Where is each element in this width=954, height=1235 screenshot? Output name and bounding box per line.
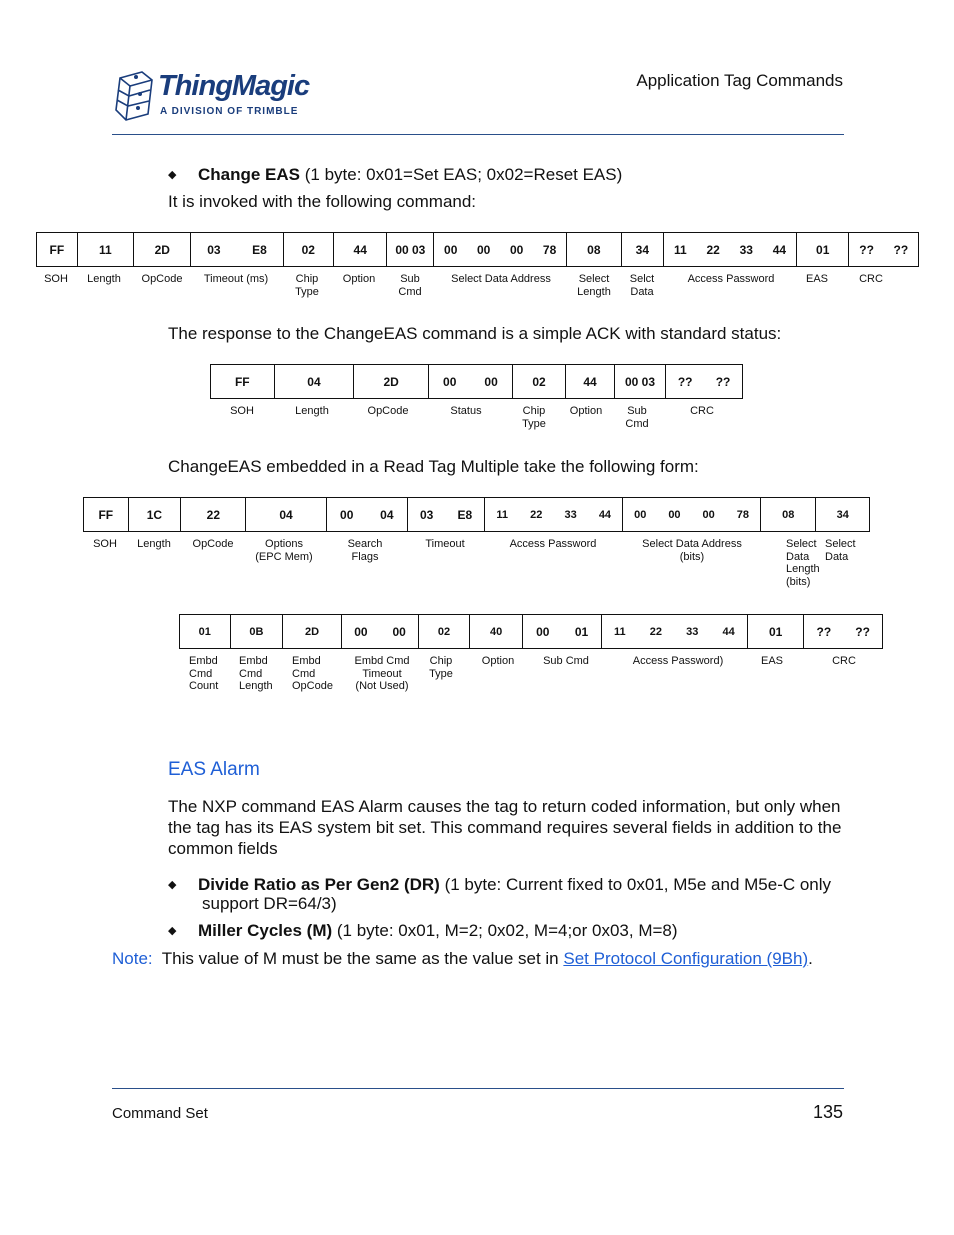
page-number: 135 [812, 1102, 843, 1122]
table-cell [485, 498, 623, 532]
table-caption: Access Password [509, 538, 597, 550]
caption-line: Cmd [292, 667, 316, 680]
table-caption: OpCode [141, 273, 183, 285]
table-caption: SOH [93, 538, 117, 550]
bullet-title: Change EAS [198, 165, 301, 184]
cell-byte: 00 [536, 624, 550, 639]
running-head: Application Tag Commands [636, 71, 843, 90]
cell-byte: 44 [722, 625, 735, 638]
change-eas-bullet [198, 164, 622, 185]
cell-byte: 00 [702, 508, 715, 521]
caption-line: Cmd [239, 667, 263, 680]
cell-byte: 33 [739, 242, 753, 257]
note-label: Note: [112, 949, 153, 968]
table-caption: Access Password [687, 273, 775, 285]
table-cell [601, 615, 747, 649]
table-caption [577, 273, 611, 298]
cell-byte: 03 [207, 242, 221, 257]
caption-line: Count [189, 680, 219, 692]
table-cell: 22 [181, 498, 246, 532]
eas-alarm-heading: EAS Alarm [168, 759, 260, 780]
table-caption [429, 655, 453, 680]
caption-line: Chip [522, 405, 546, 417]
table-cell [434, 233, 567, 267]
cell-byte: 22 [649, 625, 662, 638]
caption-line: Length [239, 680, 273, 692]
table-caption: OpCode [367, 405, 409, 417]
table-cell: 2D [283, 615, 342, 649]
table-caption: Option [569, 405, 603, 417]
table-caption: EAS [760, 655, 784, 667]
table-caption: Status [450, 405, 482, 417]
table-caption: Length [87, 273, 121, 285]
caption-line: Embd Cmd [354, 655, 410, 667]
cell-byte: 00 [668, 508, 681, 521]
table-cell: 01 [747, 615, 804, 649]
table-cell [623, 498, 761, 532]
table-cell: 04 [274, 365, 354, 399]
caption-line: (EPC Mem) [255, 550, 313, 563]
table-cell: 11 [77, 233, 133, 267]
table-caption [255, 538, 312, 563]
cell-byte: 78 [736, 508, 749, 521]
cell-byte: 00 [354, 624, 368, 639]
table-cell [341, 615, 418, 649]
cell-byte: 11 [674, 242, 687, 257]
embedded-text: ChangeEAS embedded in a Read Tag Multiple take the following form: [168, 457, 699, 476]
bullet-continuation: support DR=64/3) [202, 894, 337, 913]
table-caption: CRC [690, 405, 714, 417]
table-cell [326, 498, 407, 532]
table-caption: Sub Cmd [543, 655, 589, 667]
cell-byte: 04 [380, 507, 394, 522]
table-cell: FF [37, 233, 78, 267]
note [112, 948, 813, 969]
table-cell: 08 [761, 498, 816, 532]
cell-byte: ?? [715, 374, 731, 389]
cell-byte: 00 [340, 507, 354, 522]
table-cell: 00 03 [387, 233, 434, 267]
cell-byte: 22 [530, 508, 543, 521]
cell-byte: 00 [484, 374, 498, 389]
caption-line: Chip [295, 273, 319, 285]
caption-line: Type [522, 417, 546, 430]
table-cell: FF [84, 498, 129, 532]
caption-line: Cmd [625, 417, 649, 430]
caption-line: Select [578, 273, 610, 285]
table-cell: 02 [419, 615, 470, 649]
table-caption [825, 538, 856, 563]
table-cell [666, 365, 743, 399]
table-cell [664, 233, 797, 267]
table-cell: 0B [230, 615, 283, 649]
caption-line: Timeout [362, 667, 402, 680]
thingmagic-logo-icon [112, 68, 156, 122]
invoked-text: It is invoked with the following command: [168, 192, 477, 211]
table-cell: 01 [180, 615, 231, 649]
table-cell: 34 [816, 498, 870, 532]
table-caption [295, 273, 319, 298]
table-cell [523, 615, 601, 649]
table-cell [191, 233, 283, 267]
caption-line: Length [786, 563, 820, 575]
cell-byte: ?? [677, 374, 693, 389]
cell-byte: 11 [613, 625, 626, 638]
cell-byte: 00 [476, 242, 491, 257]
bullet-text: (1 byte: Current fixed to 0x01, M5e and M5e-C only [439, 875, 832, 894]
caption-line: Select [825, 538, 856, 550]
divide-ratio-bullet [198, 874, 831, 895]
table-caption: Option [481, 655, 515, 667]
table-caption: OpCode [192, 538, 234, 550]
bullet-title: Divide Ratio as Per Gen2 (DR) [198, 875, 440, 894]
table-cell: 02 [283, 233, 333, 267]
caption-line: (Not Used) [355, 680, 409, 692]
footer-section: Command Set [112, 1105, 208, 1122]
table-caption [292, 655, 333, 693]
table-cell: FF [211, 365, 275, 399]
table-caption: CRC [832, 655, 856, 667]
cell-byte: 00 [509, 242, 524, 257]
response-table [210, 364, 743, 399]
caption-line: Options [265, 538, 303, 550]
table-caption: Option [342, 273, 376, 285]
table-caption: Select Data Address [451, 273, 551, 285]
table-cell: 44 [566, 365, 614, 399]
caption-line: OpCode [292, 680, 333, 692]
caption-line: Type [429, 667, 453, 680]
caption-line: (bits) [679, 550, 705, 563]
cell-byte: 00 [443, 374, 457, 389]
note-end: . [808, 949, 813, 968]
caption-line: Selct [629, 273, 655, 285]
caption-line: Embd [292, 655, 321, 667]
cell-byte: 22 [706, 242, 720, 257]
cell-byte: 33 [686, 625, 699, 638]
table-cell [407, 498, 484, 532]
table-caption [786, 538, 820, 588]
table-caption: Timeout (ms) [203, 273, 269, 285]
table-caption: EAS [805, 273, 829, 285]
logo-tagline: A DIVISION OF TRIMBLE [160, 106, 299, 117]
table-cell: 2D [134, 233, 191, 267]
cell-byte: 11 [496, 508, 508, 521]
table-cell [429, 365, 513, 399]
caption-line: Search [347, 538, 383, 550]
miller-cycles-bullet [198, 920, 678, 941]
table-cell: 08 [567, 233, 621, 267]
table-cell: 1C [128, 498, 181, 532]
table-cell: 01 [797, 233, 849, 267]
paragraph-line: common fields [168, 839, 278, 858]
cell-byte: ?? [859, 242, 874, 257]
caption-line: Data [825, 550, 849, 563]
caption-line: Cmd [398, 285, 422, 298]
table-cell: 34 [621, 233, 664, 267]
table-caption: Access Password) [632, 655, 724, 667]
caption-line: Sub [627, 405, 647, 417]
set-protocol-config-link[interactable]: Set Protocol Configuration (9Bh) [563, 949, 809, 968]
table-caption: SOH [44, 273, 68, 285]
table-caption [398, 273, 421, 298]
caption-line: (bits) [786, 575, 811, 588]
table-caption [348, 538, 383, 563]
cell-byte: 03 [420, 507, 434, 522]
table-caption [239, 655, 273, 693]
caption-line: Chip [429, 655, 453, 667]
caption-line: Cmd [189, 667, 213, 680]
caption-line: Embd [189, 655, 218, 667]
table-cell: 44 [334, 233, 387, 267]
header-rule [112, 134, 844, 135]
embedded-table-part1 [83, 497, 870, 532]
table-caption: Length [295, 405, 329, 417]
caption-line: Flags [351, 550, 379, 563]
change-eas-command-table [36, 232, 919, 267]
caption-line: Data [630, 285, 654, 298]
cell-byte: ?? [855, 624, 870, 639]
cell-byte: 78 [542, 242, 557, 257]
table-caption [189, 655, 218, 693]
table-caption [354, 655, 409, 693]
table-cell: 00 03 [614, 365, 665, 399]
cell-byte: 00 [634, 508, 647, 521]
caption-line: Type [295, 285, 319, 298]
cell-byte: E8 [252, 242, 267, 257]
paragraph-line: The NXP command EAS Alarm causes the tag to return coded information, but only when [168, 797, 841, 816]
diamond-bullet-icon: ◆ [168, 879, 177, 891]
caption-line: Length [577, 285, 611, 298]
caption-line: Sub [400, 273, 420, 285]
footer-rule [112, 1088, 844, 1089]
cell-byte: E8 [457, 507, 473, 522]
table-caption: Timeout [425, 538, 465, 550]
logo-wordmark: ThingMagic [158, 70, 310, 102]
caption-line: Data [786, 550, 810, 563]
eas-alarm-paragraph [168, 796, 841, 859]
cell-byte: ?? [816, 624, 832, 639]
table-cell: 40 [469, 615, 523, 649]
table-caption [522, 405, 546, 430]
diamond-bullet-icon: ◆ [168, 925, 177, 937]
table-caption: SOH [230, 405, 254, 417]
table-caption [625, 405, 648, 430]
table-cell [849, 233, 919, 267]
cell-byte: 44 [598, 508, 612, 521]
table-cell: 02 [512, 365, 566, 399]
cell-byte: 33 [564, 508, 577, 521]
table-cell [804, 615, 883, 649]
cell-byte: 00 [444, 242, 458, 257]
bullet-text: (1 byte: 0x01=Set EAS; 0x02=Reset EAS) [300, 165, 623, 184]
table-caption [642, 538, 742, 563]
embedded-table-part2 [179, 614, 883, 649]
cell-byte: ?? [893, 242, 909, 257]
note-text: This value of M must be the same as the value set in [161, 949, 564, 968]
table-caption: Length [137, 538, 171, 550]
caption-line: Select [786, 538, 817, 550]
table-caption [630, 273, 654, 298]
diamond-bullet-icon: ◆ [168, 169, 177, 181]
bullet-text: (1 byte: 0x01, M=2; 0x02, M=4;or 0x03, M=8) [332, 921, 678, 940]
caption-line: Select Data Address [642, 538, 742, 550]
caption-line: Embd [239, 655, 268, 667]
table-caption: CRC [859, 273, 883, 285]
response-text: The response to the ChangeEAS command is a simple ACK with standard status: [168, 324, 782, 343]
table-cell: 2D [354, 365, 429, 399]
paragraph-line: the tag has its EAS system bit set. This command requires several fields in addition to the [168, 818, 842, 837]
cell-byte: 01 [574, 624, 589, 639]
bullet-title: Miller Cycles (M) [198, 921, 333, 940]
table-cell: 04 [246, 498, 326, 532]
cell-byte: 44 [772, 242, 787, 257]
cell-byte: 00 [392, 624, 406, 639]
